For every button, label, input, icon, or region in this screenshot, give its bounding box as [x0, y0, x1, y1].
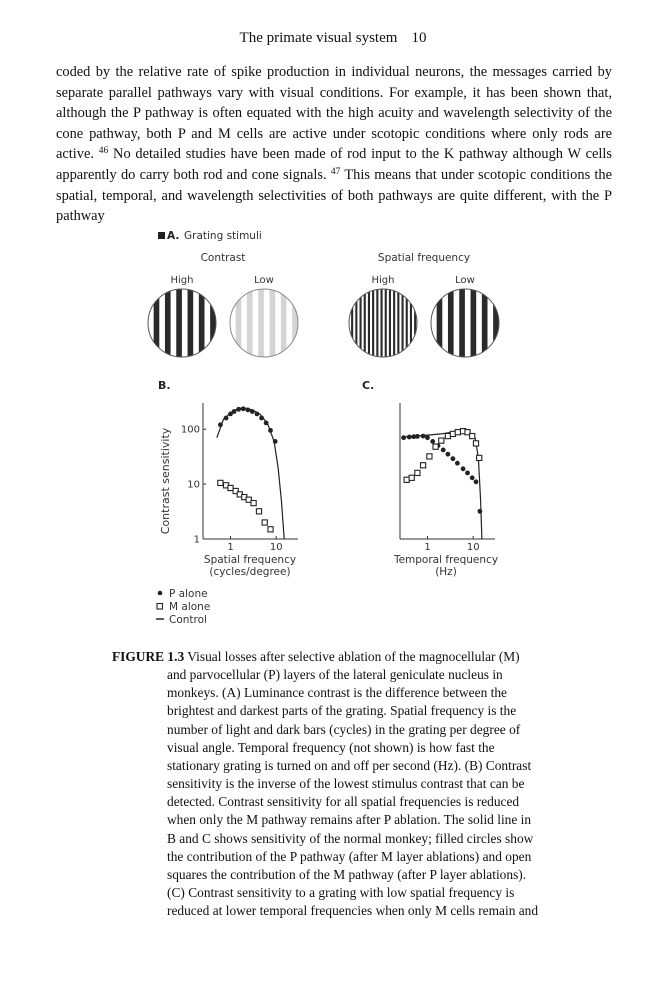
- grating-bar: [236, 285, 242, 365]
- p-alone-point: [470, 475, 475, 480]
- caption-line-5: visual angle. Temporal frequency (not shown) is how fast the: [167, 739, 495, 755]
- citation-46: 46: [98, 146, 109, 157]
- running-title: The primate visual system: [239, 30, 398, 46]
- grating-bar: [393, 285, 395, 365]
- body-text-part2: No detailed studies have been made of rod input to the K pathway although W cells apparently do carry both rod and cone signals.: [56, 146, 612, 183]
- caption-line-13: (C) Contrast sensitivity to a grating with low spatial frequency is: [167, 885, 515, 901]
- p-alone-point: [407, 435, 412, 440]
- body-text-part3: This means that under scotopic conditions the spatial, temporal, and wavelength selectivities of both pathways are quite different, with the P pathway: [56, 166, 612, 225]
- p-alone-point: [218, 422, 223, 427]
- caption-line-6: stationary grating is turned on and off per second (Hz). (B) Contrast: [167, 757, 532, 773]
- x-tick-label: 1: [227, 542, 234, 553]
- m-alone-point: [470, 434, 475, 439]
- p-alone-point: [441, 448, 446, 453]
- control-line: [217, 408, 284, 539]
- grating-bar: [292, 285, 298, 365]
- grating-bar: [224, 285, 230, 365]
- grating-bar: [368, 285, 370, 365]
- p-alone-point: [224, 416, 229, 421]
- grating-bar: [385, 285, 387, 365]
- grating-bar: [176, 285, 182, 365]
- panel-c-x-label-line2: (Hz): [435, 566, 457, 578]
- figure-svg: [140, 225, 540, 630]
- caption-line-2: monkeys. (A) Luminance contrast is the difference between the: [167, 685, 507, 701]
- grating-bar: [406, 285, 408, 365]
- grating-bar: [389, 285, 391, 365]
- spatial-frequency-heading: Spatial frequency: [377, 252, 471, 264]
- legend-m-alone: M alone: [169, 601, 211, 613]
- m-alone-point: [477, 455, 482, 460]
- p-alone-point: [474, 479, 479, 484]
- m-alone-point: [473, 441, 478, 446]
- panel-b-x-label-line1: Spatial frequency: [203, 554, 297, 566]
- m-alone-point: [404, 477, 409, 482]
- spatial-low-label: Low: [455, 275, 475, 286]
- caption-line-3: brightest and darkest parts of the grating. Spatial frequency is the: [167, 703, 517, 719]
- p-alone-point: [268, 428, 273, 433]
- grating-bar: [210, 285, 216, 365]
- p-alone-point: [478, 509, 483, 514]
- x-tick-label: 1: [424, 542, 431, 553]
- legend-p-alone: P alone: [169, 588, 208, 600]
- grating-bar: [414, 285, 416, 365]
- y-tick-label: 1: [193, 534, 200, 546]
- m-alone-point: [427, 454, 432, 459]
- grating-bar: [142, 285, 148, 365]
- caption-line-1: and parvocellular (P) layers of the lateral geniculate nucleus in: [167, 667, 503, 683]
- p-alone-point: [461, 466, 466, 471]
- grating-bar: [270, 285, 276, 365]
- m-alone-point: [415, 470, 420, 475]
- grating-bar: [471, 285, 477, 365]
- caption-line-10: B and C shows sensitivity of the normal monkey; filled circles show: [167, 830, 534, 846]
- p-alone-point: [264, 421, 269, 426]
- grating-low-contrast: [224, 285, 298, 365]
- grating-bar: [402, 285, 404, 365]
- running-head: [0, 30, 666, 47]
- caption-label: FIGURE 1.3: [112, 649, 185, 664]
- p-alone-point: [255, 412, 260, 417]
- caption-line-7: sensitivity is the inverse of the lowest stimulus contrast that can be: [167, 776, 525, 792]
- y-tick-label: 100: [180, 424, 200, 436]
- grating-bar: [410, 285, 412, 365]
- grating-low-spatial-frequency: [425, 285, 499, 365]
- panel-c-letter: C.: [362, 379, 375, 392]
- p-alone-point: [430, 439, 435, 444]
- grating-bar: [425, 285, 431, 365]
- control-line: [404, 431, 482, 539]
- p-alone-point: [465, 471, 470, 476]
- panel-a-letter: A.: [167, 230, 180, 242]
- legend-filled-circle-icon: [158, 591, 163, 596]
- contrast-heading: Contrast: [200, 252, 246, 264]
- panel-c-x-label-line1: Temporal frequency: [393, 554, 499, 566]
- p-alone-point: [232, 409, 237, 414]
- x-tick-label: 10: [269, 542, 283, 553]
- p-alone-point: [273, 439, 278, 444]
- grating-bar: [376, 285, 378, 365]
- caption-line-0: [112, 648, 572, 666]
- figure-caption: [112, 648, 572, 920]
- grating-bar: [364, 285, 366, 365]
- legend-control: Control: [169, 614, 207, 626]
- panel-b-letter: B.: [158, 379, 171, 392]
- grating-bar: [188, 285, 194, 365]
- caption-line-4: number of light and dark bars (cycles) in the grating per degree of: [167, 721, 521, 737]
- panel-a-title: Grating stimuli: [184, 230, 262, 242]
- caption-line-text-0: Visual losses after selective ablation of the magnocellular (M): [187, 649, 520, 664]
- p-alone-point: [415, 434, 420, 439]
- body-paragraph: [56, 62, 612, 227]
- m-alone-point: [439, 438, 444, 443]
- page-number: 10: [411, 30, 427, 46]
- p-alone-point: [401, 435, 406, 440]
- m-alone-point: [256, 509, 261, 514]
- legend: [156, 588, 210, 626]
- m-alone-point: [409, 475, 414, 480]
- grating-high-spatial-frequency: [347, 285, 417, 365]
- grating-bar: [154, 285, 160, 365]
- m-alone-point: [445, 434, 450, 439]
- p-alone-point: [259, 416, 264, 421]
- panel-b-plot: [181, 403, 298, 578]
- grating-bar: [258, 285, 264, 365]
- panel-a-marker: [158, 232, 165, 239]
- m-alone-point: [228, 485, 233, 490]
- panel-a: [142, 230, 499, 365]
- citation-47: 47: [330, 166, 341, 177]
- p-alone-point: [246, 408, 251, 413]
- caption-line-14: reduced at lower temporal frequencies when only M cells remain and: [167, 903, 539, 919]
- x-tick-label: 10: [466, 542, 480, 553]
- m-alone-point: [251, 501, 256, 506]
- grating-bar: [381, 285, 383, 365]
- panel-b-x-label-line2: (cycles/degree): [209, 566, 291, 578]
- grating-bar: [437, 285, 443, 365]
- grating-high-contrast: [142, 285, 216, 365]
- caption-line-9: when only the M pathway remains after P ablation. The solid line in: [167, 812, 532, 828]
- spatial-high-label: High: [371, 275, 395, 286]
- panel-c-plot: [393, 403, 498, 578]
- body-text-part1: coded by the relative rate of spike production in individual neurons, the messages carried by separate parallel pathways vary with visual conditions. For example, it has been shown that, although the P pathway is often equated with the high acuity and wavelength selectivity of the cone pathway, both P and M cells are active under scotopic conditions where only rods are active.: [56, 64, 612, 163]
- grating-bar: [459, 285, 465, 365]
- p-alone-point: [446, 452, 451, 457]
- figure-1-3: [140, 225, 540, 630]
- y-tick-label: 10: [187, 479, 200, 491]
- p-alone-point: [236, 407, 241, 412]
- caption-line-8: detected. Contrast sensitivity for all spatial frequencies is reduced: [167, 794, 520, 810]
- m-alone-point: [433, 444, 438, 449]
- p-alone-point: [451, 456, 456, 461]
- p-alone-point: [421, 434, 426, 439]
- p-alone-point: [455, 461, 460, 466]
- m-alone-point: [218, 480, 223, 485]
- grating-bar: [493, 285, 499, 365]
- caption-line-11: the contribution of the P pathway (after M layer ablations) and open: [167, 848, 532, 864]
- m-alone-point: [262, 520, 267, 525]
- m-alone-point: [455, 430, 460, 435]
- contrast-low-label: Low: [254, 275, 274, 286]
- p-alone-point: [425, 435, 430, 440]
- p-alone-point: [241, 406, 246, 411]
- m-alone-point: [268, 527, 273, 532]
- grating-bar: [355, 285, 357, 365]
- y-axis-label: Contrast sensitivity: [159, 427, 172, 535]
- grating-bar: [372, 285, 374, 365]
- m-alone-point: [421, 463, 426, 468]
- contrast-high-label: High: [170, 275, 194, 286]
- grating-bar: [351, 285, 353, 365]
- p-alone-point: [250, 409, 255, 414]
- caption-line-12: squares the contribution of the M pathway (after P layer ablations).: [167, 866, 527, 882]
- legend-open-square-icon: [157, 604, 163, 610]
